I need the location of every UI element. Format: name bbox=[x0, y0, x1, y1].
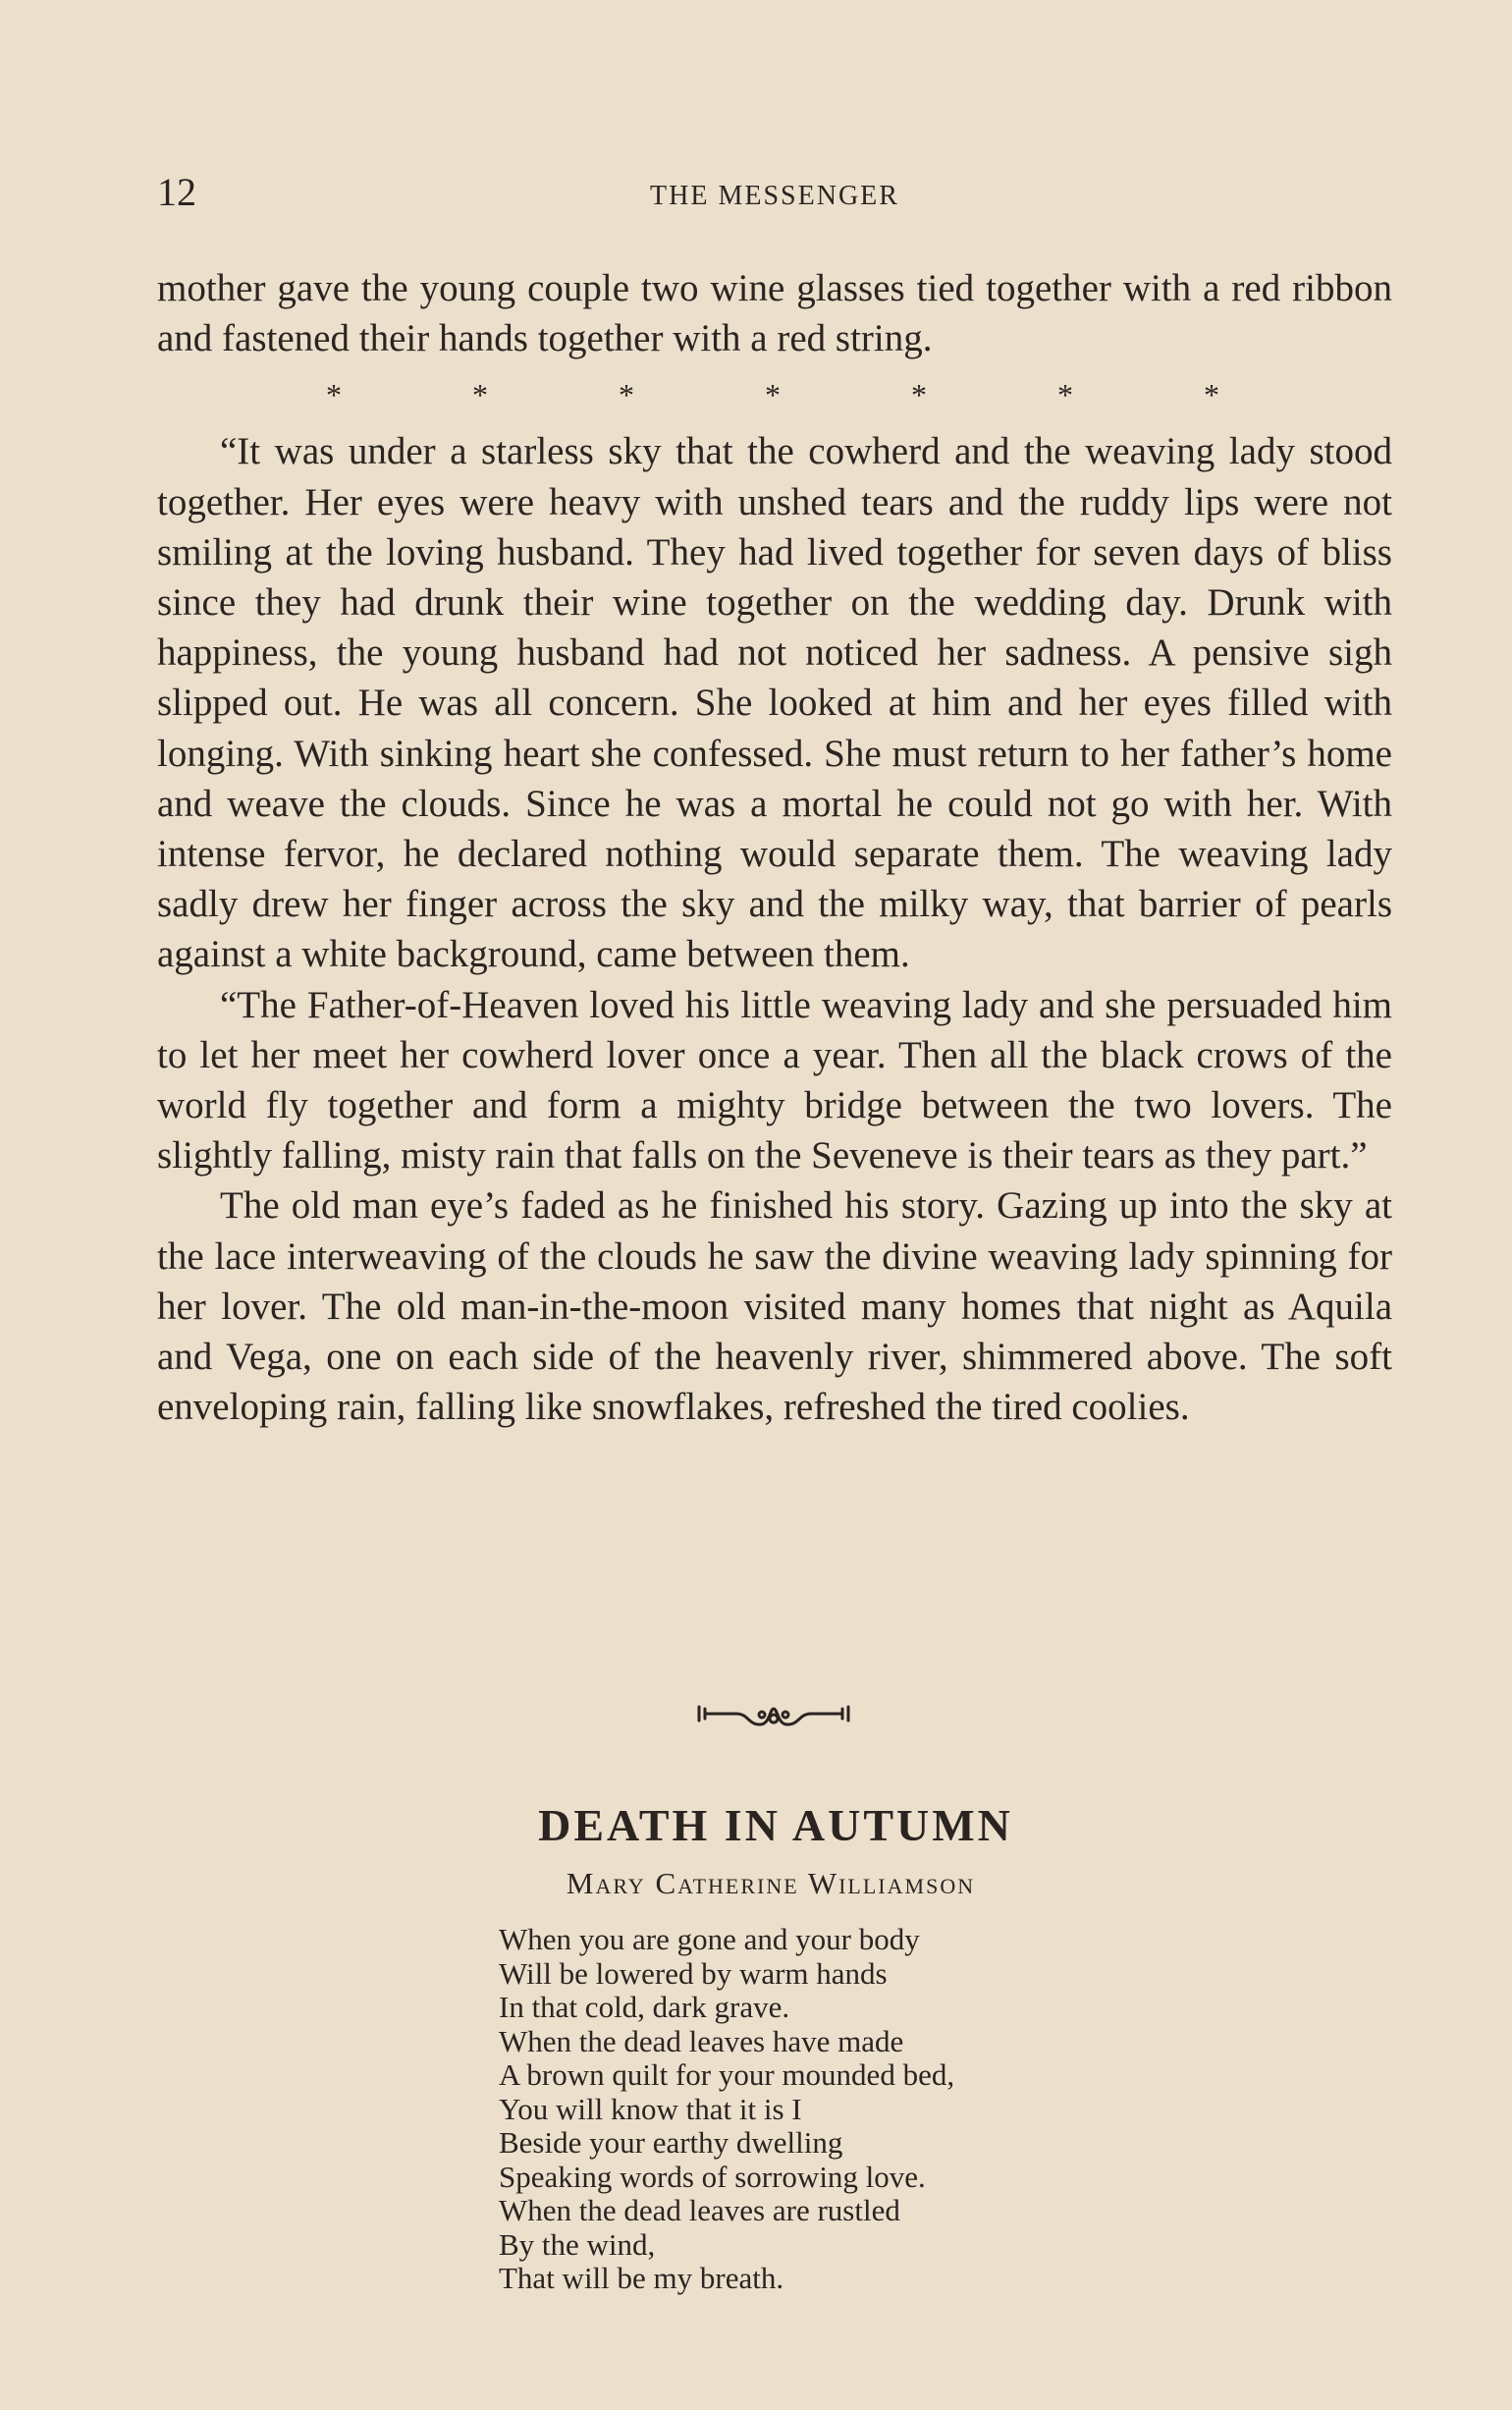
poem-line: When the dead leaves are rustled bbox=[499, 2193, 900, 2227]
paragraph-3: “The Father-of-Heaven loved his little weaving lady and she persuaded him to let her meet her cowherd lover once a year. Then all the black crows of the world fly together and form a mighty bridge between the two lovers. The slightly falling, misty rain that falls on the Seveneve is their tears as they part.” bbox=[157, 983, 1392, 1178]
page-number: 12 bbox=[157, 170, 196, 214]
poem-line: When the dead leaves have made bbox=[499, 2023, 904, 2058]
poem-line: A brown quilt for your mounded bed, bbox=[499, 2057, 955, 2092]
page-header bbox=[157, 165, 1392, 224]
poem-line: Beside your earthy dwelling bbox=[499, 2125, 843, 2160]
paragraph-1: mother gave the young couple two wine glasses tied together with a red ribbon and fastened their hands together with a red string. bbox=[157, 267, 1392, 360]
asterisk: * bbox=[619, 376, 634, 412]
poem-line: You will know that it is I bbox=[499, 2091, 802, 2126]
poem-line: When you are gone and your body bbox=[499, 1922, 920, 1956]
story-text bbox=[157, 263, 1392, 1432]
poem-author: Mary Catherine Williamson bbox=[566, 1866, 976, 1900]
poem-title: DEATH IN AUTUMN bbox=[538, 1800, 1013, 1850]
asterisk: * bbox=[472, 376, 488, 412]
poem-line: That will be my breath. bbox=[499, 2261, 784, 2295]
poem-line: By the wind, bbox=[499, 2226, 656, 2262]
asterisk: * bbox=[326, 376, 342, 412]
asterisk: * bbox=[1204, 376, 1219, 412]
paragraph-4: The old man eye’s faded as he finished his story. Gazing up into the sky at the lace interweaving of the clouds he saw the divine weaving lady spinning for her lover. The old man-in-the-moon visited many homes that night as Aquila and Vega, one on each side of the heavenly river, shimmered above. The soft enveloping rain, falling like snowflakes, refreshed the tired coolies. bbox=[157, 1184, 1392, 1429]
poem-line: Speaking words of sorrowing love. bbox=[499, 2159, 926, 2194]
asterisk: * bbox=[765, 376, 781, 412]
ornament-divider-icon bbox=[697, 1699, 850, 1730]
poem-body bbox=[499, 1923, 954, 2296]
section-break bbox=[157, 363, 1392, 426]
poem-line: In that cold, dark grave. bbox=[499, 1990, 790, 2024]
running-title: THE MESSENGER bbox=[650, 181, 899, 211]
poem-line: Will be lowered by warm hands bbox=[499, 1955, 888, 1991]
asterisk: * bbox=[911, 376, 927, 412]
asterisk: * bbox=[1057, 376, 1073, 412]
paragraph-2: “It was under a starless sky that the cowherd and the weaving lady stood together. Her eyes were heavy with unshed tears and the ruddy lips were not smiling at the loving husband. They had lived together for seven days of bliss since they had drunk their wine together on the wedding day. Drunk with happiness, the young husband had not noticed her sadness. A pensive sigh slipped out. He was all concern. She looked at him and her eyes filled with longing. With sinking heart she confessed. She must return to her father’s home and weave the clouds. Since he was a mortal he could not go with her. With intense fervor, he declared nothing would separate them. The weaving lady sadly drew her finger across the sky and the milky way, that barrier of pearls against a white background, came between them. bbox=[157, 430, 1392, 976]
